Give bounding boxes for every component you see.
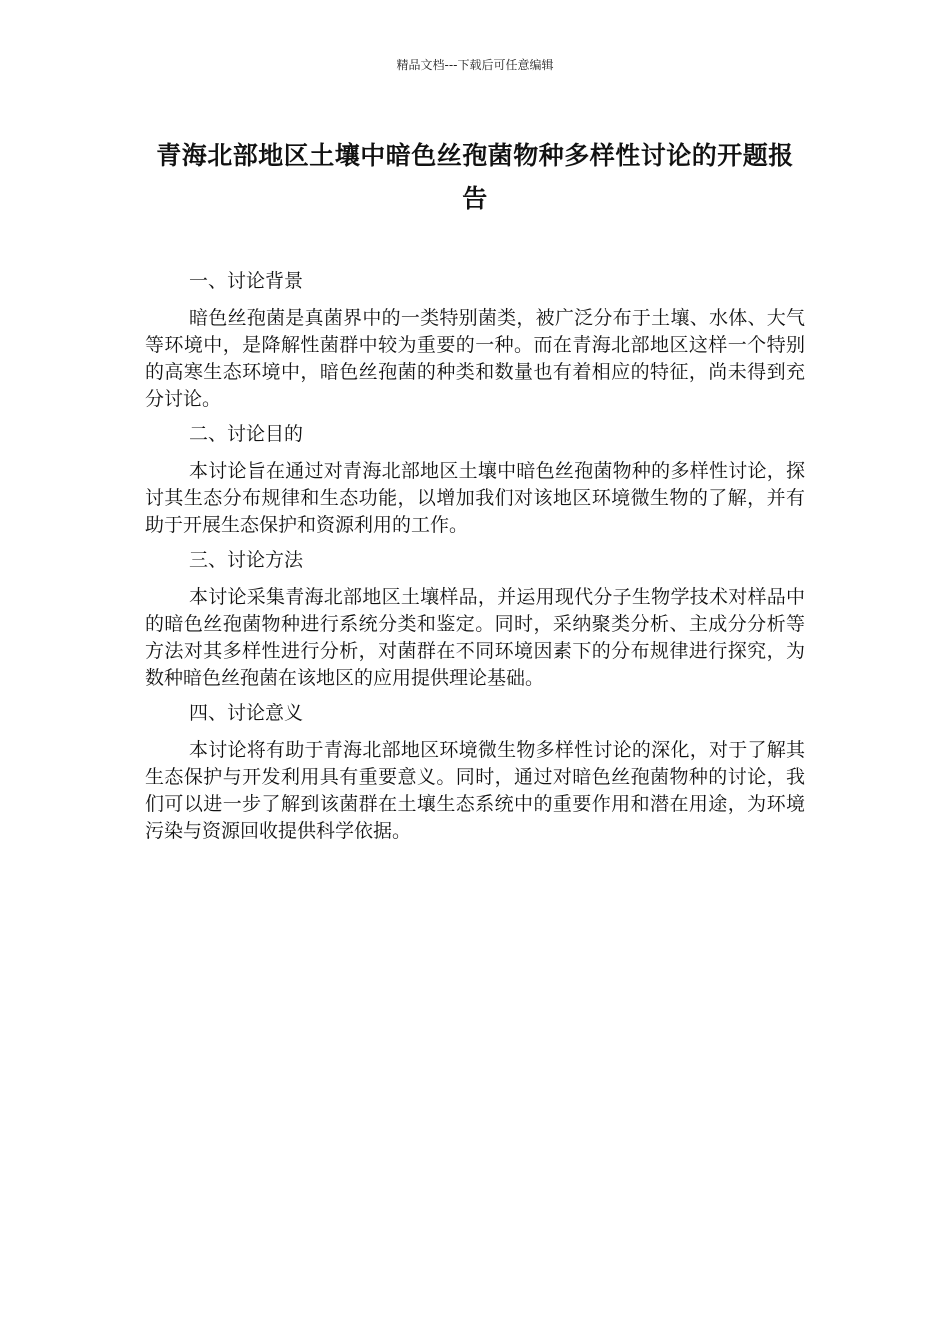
section-paragraph: 本讨论旨在通过对青海北部地区土壤中暗色丝孢菌物种的多样性讨论，探讨其生态分布规律和生态功能，以增加我们对该地区环境微生物的了解，并有助于开展生态保护和资源利用的工作。 bbox=[145, 460, 805, 536]
section-background bbox=[145, 268, 805, 413]
section-paragraph: 本讨论采集青海北部地区土壤样品，并运用现代分子生物学技术对样品中的暗色丝孢菌物种进行系统分类和鉴定。同时，采纳聚类分析、主成分分析等方法对其多样性进行分析，对菌群在不同环境因素下的分布规律进行探究，为数种暗色丝孢菌在该地区的应用提供理论基础。 bbox=[145, 586, 805, 689]
section-purpose bbox=[145, 421, 805, 539]
section-methods bbox=[145, 547, 805, 692]
section-heading: 三、讨论方法 bbox=[189, 549, 304, 571]
page-header-note: 精品文档---下载后可任意编辑 bbox=[396, 58, 554, 72]
section-heading: 一、讨论背景 bbox=[189, 270, 304, 292]
section-heading: 二、讨论目的 bbox=[189, 423, 304, 445]
document-body bbox=[145, 268, 805, 853]
section-paragraph: 本讨论将有助于青海北部地区环境微生物多样性讨论的深化，对于了解其生态保护与开发利用具有重要意义。同时，通过对暗色丝孢菌物种的讨论，我们可以进一步了解到该菌群在土壤生态系统中的重要作用和潜在用途，为环境污染与资源回收提供科学依据。 bbox=[145, 739, 805, 842]
section-significance bbox=[145, 700, 805, 845]
section-paragraph: 暗色丝孢菌是真菌界中的一类特别菌类，被广泛分布于土壤、水体、大气等环境中，是降解性菌群中较为重要的一种。而在青海北部地区这样一个特别的高寒生态环境中，暗色丝孢菌的种类和数量也有着相应的特征，尚未得到充分讨论。 bbox=[145, 307, 805, 410]
document-title: 青海北部地区土壤中暗色丝孢菌物种多样性讨论的开题报告 bbox=[156, 141, 794, 213]
section-heading: 四、讨论意义 bbox=[189, 702, 304, 724]
